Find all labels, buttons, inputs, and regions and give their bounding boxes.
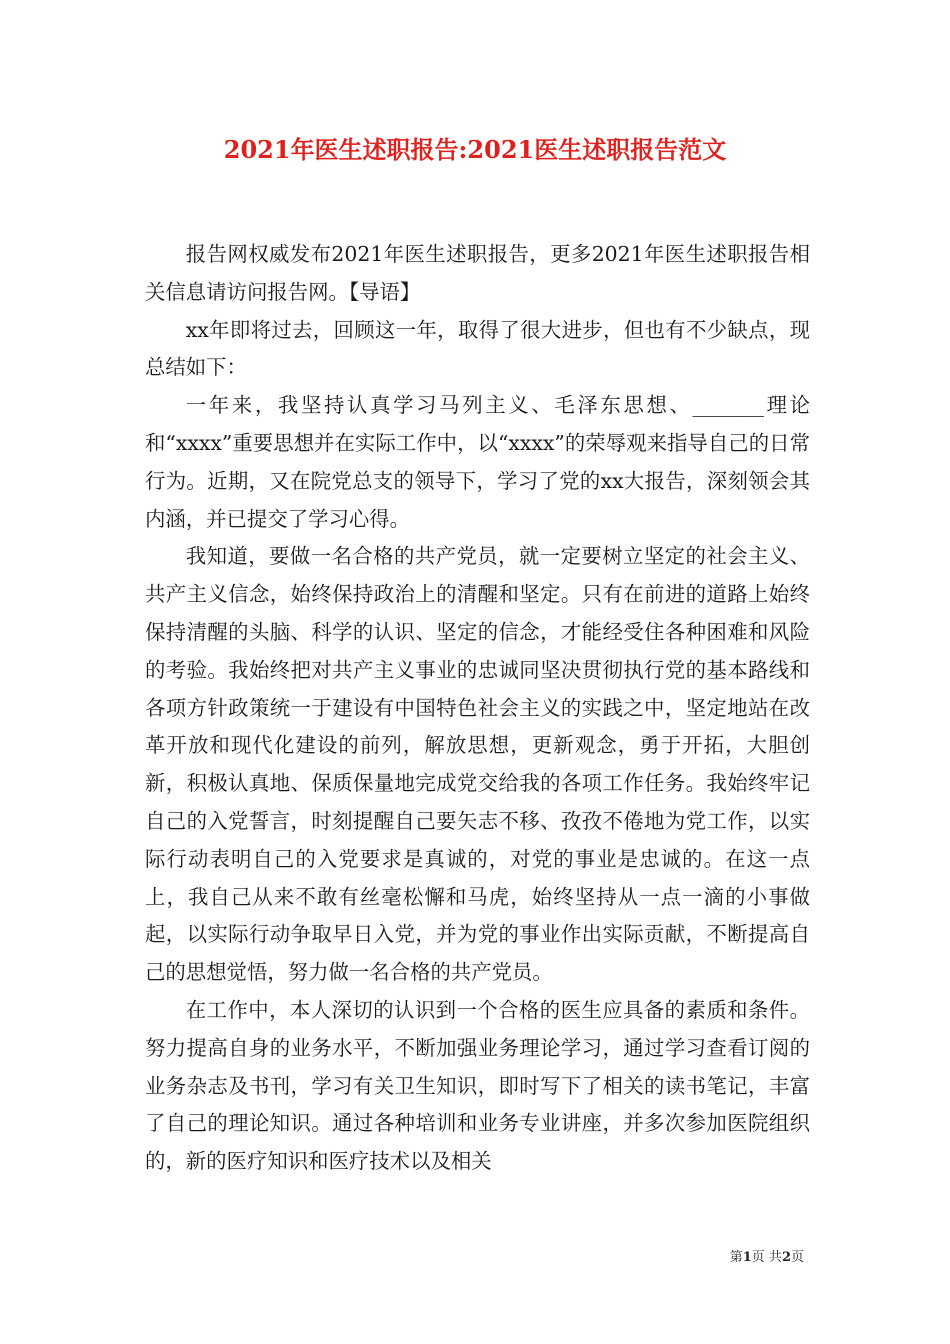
paragraph-study: 一年来，我坚持认真学习马列主义、毛泽东思想、_______理论和“xxxx”重要思想并在实际工作中，以“xxxx”的荣辱观来指导自己的日常行为。近期，又在院党总支的领导下，学习了党的xx大报告，深刻领会其内涵，并已提交了学习心得。	[145, 393, 810, 531]
paragraph-intro: 报告网权威发布2021年医生述职报告，更多2021年医生述职报告相关信息请访问报告网。【导语】	[145, 242, 810, 304]
paragraph-work: 在工作中，本人深切的认识到一个合格的医生应具备的素质和条件。努力提高自身的业务水平，不断加强业务理论学习，通过学习查看订阅的业务杂志及书刊，学习有关卫生知识，即时写下了相关的读书笔记，丰富了自己的理论知识。通过各种培训和业务专业讲座，并多次参加医院组织的，新的医疗知识和医疗技术以及相关	[145, 997, 810, 1174]
footer-prefix: 第	[729, 1250, 743, 1265]
footer-suffix: 页	[790, 1250, 804, 1265]
footer-middle: 页 共	[751, 1250, 782, 1265]
footer-current-page: 1	[742, 1250, 752, 1265]
document-body	[145, 236, 810, 1181]
document-title: 2021年医生述职报告:2021医生述职报告范文	[223, 135, 727, 164]
footer-total-pages: 2	[781, 1250, 791, 1265]
page-number-footer	[730, 1248, 804, 1268]
paragraph-opening: xx年即将过去，回顾这一年，取得了很大进步，但也有不少缺点，现总结如下：	[145, 317, 810, 380]
paragraph-party-member: 我知道，要做一名合格的共产党员，就一定要树立坚定的社会主义、共产主义信念，始终保持政治上的清醒和坚定。只有在前进的道路上始终保持清醒的头脑、科学的认识、坚定的信念，才能经受住各种困难和风险的考验。我始终把对共产主义事业的忠诚同坚决贯彻执行党的基本路线和各项方针政策统一于建设有中国特色社会主义的实践之中，坚定地站在改革开放和现代化建设的前列，解放思想，更新观念，勇于开拓，大胆创新，积极认真地、保质保量地完成党交给我的各项工作任务。我始终牢记自己的入党誓言，时刻提醒自己要矢志不移、孜孜不倦地为党工作，以实际行动表明自己的入党要求是真诚的，对党的事业是忠诚的。在这一点上，我自己从来不敢有丝毫松懈和马虎，始终坚持从一点一滴的小事做起，以实际行动争取早日入党，并为党的事业作出实际贡献，不断提高自己的思想觉悟，努力做一名合格的共产党员。	[145, 544, 810, 985]
